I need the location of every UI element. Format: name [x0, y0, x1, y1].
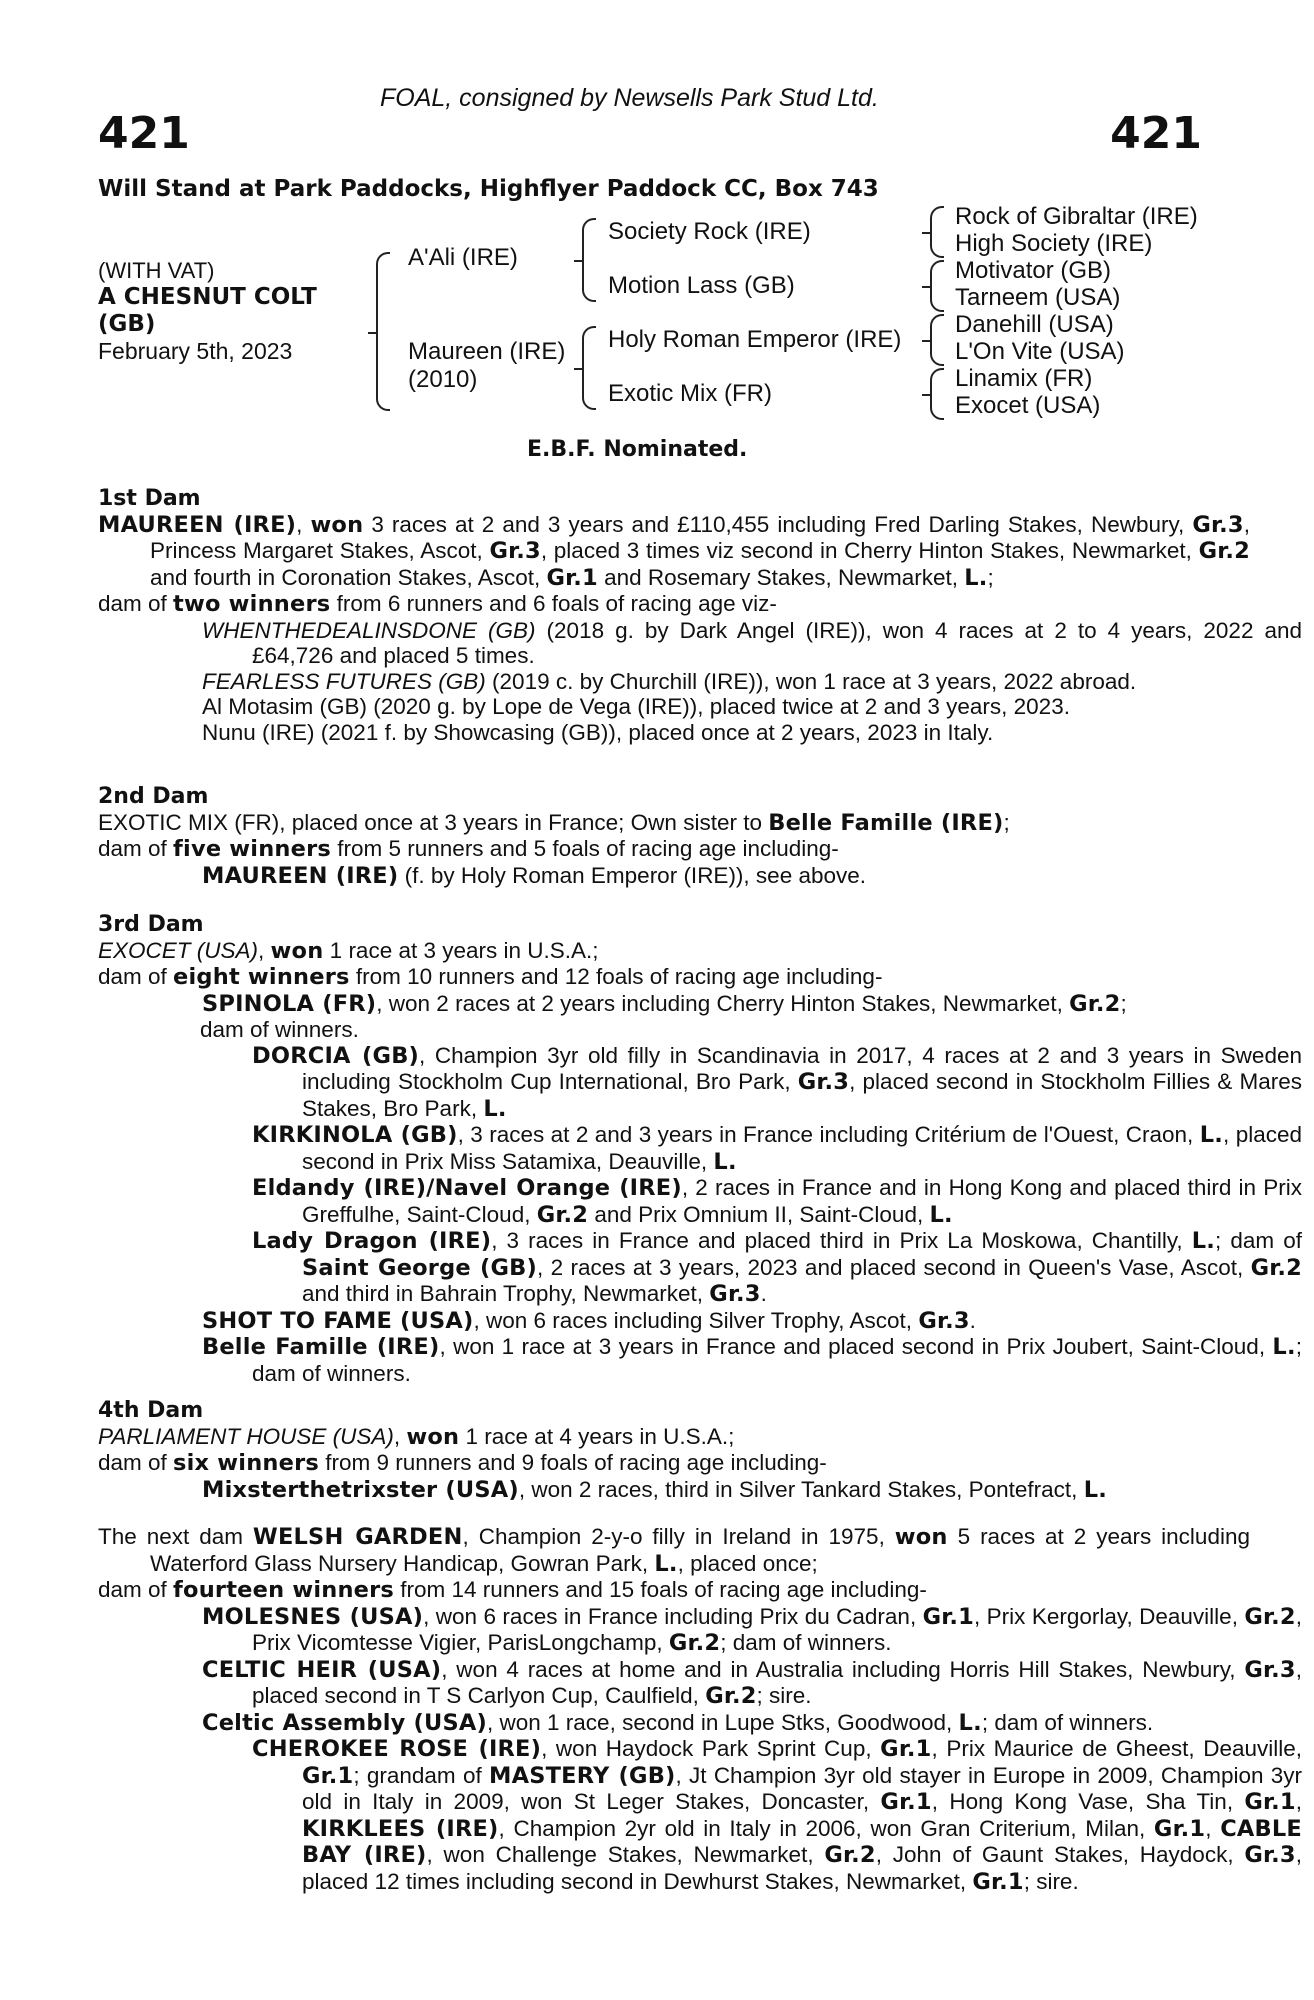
record-text: ; sire.	[1023, 1868, 1079, 1894]
record-text: , placed second in T S Carlyon Cup, Caulfield,	[252, 1656, 1302, 1708]
produce-summary	[98, 1577, 1302, 1604]
fourth-dam-section	[98, 1398, 1302, 1503]
produce-entry	[150, 1308, 1302, 1335]
record-text: .	[969, 1307, 976, 1333]
summary-text: dam of	[98, 591, 174, 616]
produce-entry: Nunu (IRE) (2021 f. by Showcasing (GB)), placed once at 2 years, 2023 in Italy.	[202, 719, 994, 745]
record-text: , placed once;	[677, 1550, 818, 1576]
produce-entry	[150, 618, 1302, 669]
record-text: ,	[1295, 1789, 1303, 1814]
grade-label: Gr.3	[489, 538, 541, 564]
produce-entry	[200, 1736, 1302, 1895]
sire: A'Ali (IRE)	[408, 244, 518, 271]
record-text: , won 2 races, third in Silver Tankard Stakes, Pontefract,	[518, 1476, 1084, 1502]
record-text: , won 6 races including Silver Trophy, Ascot,	[473, 1307, 919, 1333]
record-text: , placed 12 times including second in Dewhurst Stakes, Newmarket,	[302, 1842, 1302, 1894]
sire-sire: Society Rock (IRE)	[608, 218, 811, 245]
summary-text: from 10 runners and 12 foals of racing age including-	[349, 964, 883, 989]
grade-label: L.	[1191, 1228, 1216, 1254]
third-dam-section	[98, 912, 1302, 1386]
grade-label: Gr.1	[1153, 1815, 1206, 1842]
dam-record: MAUREEN (IRE), won 3 races at 2 and 3 years and £110,455 including Fred Darling Stakes, Newbury, Gr.3, Princess Margaret Stakes, Ascot, Gr.3, placed 3 times viz second in Cherry Hinton Stakes, Newmarket, Gr.2 and fourth in Coronation Stakes, Ascot, Gr.1 and Rosemary Stakes, Newmarket, L.;	[98, 511, 1250, 591]
record-text: , placed second in Stockholm Fillies & Mares Stakes, Bro Park,	[302, 1069, 1302, 1121]
dam-dam: Exotic Mix (FR)	[608, 380, 772, 407]
dam-record	[98, 810, 1302, 837]
second-dam-section	[98, 784, 1302, 889]
record-text: , 3 races at 2 and 3 years in France including Critérium de l'Ouest, Craon,	[457, 1122, 1200, 1147]
lot-number-left: 421	[98, 108, 190, 159]
grade-label: Gr.2	[705, 1683, 757, 1709]
record-text: ; grandam of	[353, 1762, 489, 1788]
grade-label: L.	[1083, 1476, 1107, 1503]
dam-year: (2010)	[408, 366, 478, 393]
dam-record	[98, 1524, 1250, 1577]
record-text: , Champion 3yr old filly in Scandinavia in 2017, 4 races at 2 and 3 years in Sweden including Stockholm Cup International, Bro Park,	[302, 1042, 1302, 1094]
summary-text: dam of	[98, 1450, 174, 1475]
record-text: ; dam of winners.	[720, 1630, 892, 1655]
grade-label: Gr.3	[1244, 1656, 1296, 1683]
pedigree-bracket	[376, 252, 390, 411]
record-text: , Prix Kergorlay, Deauville,	[973, 1603, 1245, 1629]
horse-name: Belle Famille (IRE)	[768, 809, 1004, 836]
pedigree-bracket	[582, 326, 596, 410]
gen3-ssd: High Society (IRE)	[955, 230, 1153, 257]
summary-text: from 14 runners and 15 foals of racing age including-	[394, 1577, 927, 1602]
horse-name: Mixsterthetrixster (USA)	[202, 1476, 519, 1503]
record-text: , won 1 race, second in Lupe Stks, Goodwood,	[487, 1709, 959, 1735]
gen3-sds: Motivator (GB)	[955, 257, 1112, 284]
record-text: (f. by Holy Roman Emperor (IRE)), see above.	[398, 862, 867, 888]
record-text: 5 races at 2 years including Waterford Glass Nursery Handicap, Gowran Park,	[150, 1524, 1250, 1576]
produce-entry	[150, 1710, 1302, 1737]
horse-name: Saint George (GB)	[302, 1254, 537, 1281]
record-text: EXOTIC MIX (FR), placed once at 3 years in France; Own sister to	[98, 809, 769, 835]
grade-label: Gr.2	[1198, 538, 1250, 564]
record-text: ; dam of winners.	[252, 1334, 1302, 1386]
dam: Maureen (IRE)	[408, 338, 566, 365]
grade-label: L.	[1199, 1122, 1224, 1148]
record-text: , won 4 races at home and in Australia including Horris Hill Stakes, Newbury,	[441, 1656, 1245, 1682]
record-text: ;	[1003, 809, 1010, 835]
gen3-ddd: Exocet (USA)	[955, 392, 1101, 419]
dam-sire: Holy Roman Emperor (IRE)	[608, 326, 902, 353]
record-text: , won Haydock Park Sprint Cup,	[541, 1736, 881, 1761]
horse-name: KIRKINOLA (GB)	[252, 1122, 458, 1148]
grade-label: Gr.1	[922, 1603, 974, 1630]
record-text: , Jt Champion 3yr old stayer in Europe in 2009, Champion 3yr old in Italy in 2009, won St Leger Stakes, Doncaster,	[302, 1762, 1303, 1814]
grade-label: L.	[1272, 1334, 1296, 1360]
horse-name: MAUREEN (IRE)	[202, 862, 399, 889]
vat-note: (WITH VAT)	[98, 258, 215, 283]
consignor-line: FOAL, consigned by Newsells Park Stud Ltd.	[380, 84, 879, 112]
horse-name: CHEROKEE ROSE (IRE)	[252, 1736, 542, 1762]
grade-label: Gr.2	[1244, 1603, 1296, 1630]
horse-name: MASTERY (GB)	[488, 1762, 676, 1789]
record-text: , 2 races at 3 years, 2023 and placed second in Queen's Vase, Ascot,	[537, 1254, 1251, 1280]
gen3-dsd: L'On Vite (USA)	[955, 338, 1125, 365]
horse-name: SHOT TO FAME (USA)	[202, 1307, 474, 1334]
produce-entry	[150, 863, 1302, 890]
produce-entry	[150, 669, 1302, 695]
section-heading: 4th Dam	[98, 1398, 204, 1423]
produce-entry	[200, 1175, 1302, 1228]
record-text: ;	[1120, 990, 1127, 1016]
horse-name: Celtic Assembly (USA)	[202, 1709, 487, 1736]
produce-summary	[98, 836, 1302, 863]
grade-label: Gr.1	[880, 1789, 932, 1815]
next-dam-section	[98, 1524, 1302, 1895]
gen3-sss: Rock of Gibraltar (IRE)	[955, 203, 1198, 230]
lot-number-right: 421	[1110, 108, 1202, 159]
produce-entry: Al Motasim (GB) (2020 g. by Lope de Vega (IRE)), placed twice at 2 and 3 years, 2023.	[202, 694, 1070, 719]
horse-name: CELTIC HEIR (USA)	[202, 1656, 442, 1683]
section-heading: 3rd Dam	[98, 912, 204, 937]
grade-label: Gr.2	[536, 1201, 589, 1228]
pedigree-bracket	[582, 218, 596, 302]
grade-label: Gr.1	[1244, 1789, 1296, 1815]
horse-name: FEARLESS FUTURES (GB)	[202, 668, 486, 694]
winners-count: six winners	[173, 1450, 319, 1476]
record-text: , won 2 races at 2 years including Cherry Hinton Stakes, Newmarket,	[376, 990, 1070, 1016]
horse-name: PARLIAMENT HOUSE (USA)	[98, 1423, 394, 1449]
dam-record	[98, 938, 1302, 965]
record-text: , 2 races in France and in Hong Kong and placed third in Prix Greffulhe, Saint-Cloud,	[302, 1175, 1302, 1227]
produce-entry	[200, 1122, 1302, 1175]
summary-text: from 5 runners and 5 foals of racing age including-	[331, 836, 839, 861]
produce-summary	[98, 591, 1302, 618]
grade-label: Gr.1	[880, 1736, 932, 1762]
section-heading: 1st Dam	[98, 486, 201, 511]
produce-entry	[150, 1334, 1302, 1386]
record-text: , won Challenge Stakes, Newmarket,	[426, 1842, 825, 1867]
grade-label: Gr.3	[918, 1307, 970, 1334]
won-label: won	[270, 937, 324, 964]
pedigree-bracket	[930, 260, 944, 312]
winners-count: fourteen winners	[173, 1577, 395, 1603]
record-text: (2018 g. by Dark Angel (IRE)), won 4 races at 2 to 4 years, 2022 and £64,726 and placed 5 times.	[252, 617, 1303, 668]
grade-label: L.	[929, 1201, 953, 1228]
record-text: 1 race at 3 years in U.S.A.;	[323, 937, 599, 963]
grade-label: Gr.1	[302, 1762, 354, 1789]
record-text: , Champion 2-y-o filly in Ireland in 1975,	[462, 1524, 895, 1549]
dam-record	[98, 1424, 1302, 1451]
record-text: ; sire.	[756, 1683, 812, 1708]
won-label: won	[310, 511, 364, 538]
record-text: The next dam	[98, 1524, 253, 1549]
grade-label: L.	[964, 564, 988, 591]
horse-name: WELSH GARDEN	[252, 1524, 463, 1550]
horse-name: MOLESNES (USA)	[202, 1603, 424, 1630]
sire-dam: Motion Lass (GB)	[608, 272, 795, 299]
pedigree-bracket	[930, 206, 944, 258]
produce-note: dam of winners.	[200, 1017, 359, 1042]
record-text: , Hong Kong Vase, Sha Tin,	[931, 1789, 1245, 1814]
summary-text: from 6 runners and 6 foals of racing age viz-	[330, 591, 777, 616]
horse-name: EXOCET (USA)	[98, 937, 259, 963]
grade-label: Gr.3	[1244, 1842, 1296, 1868]
grade-label: Gr.2	[1250, 1254, 1302, 1281]
produce-entry	[150, 1657, 1302, 1710]
record-text: 3 races at 2 and 3 years and £110,455 including Fred Darling Stakes, Newbury,	[363, 511, 1193, 537]
grade-label: Gr.3	[709, 1281, 761, 1307]
record-text: , won 6 races in France including Prix du Cadran,	[423, 1603, 923, 1629]
record-text: , John of Gaunt Stakes, Haydock,	[875, 1842, 1245, 1867]
record-text: and Rosemary Stakes, Newmarket,	[597, 564, 965, 590]
winners-count: two winners	[173, 591, 331, 617]
record-text: , placed 3 times viz second in Cherry Hinton Stakes, Newmarket,	[540, 538, 1199, 563]
record-text: and third in Bahrain Trophy, Newmarket,	[302, 1281, 710, 1306]
horse-name: MAUREEN (IRE)	[98, 511, 297, 538]
won-label: won	[406, 1423, 460, 1450]
winners-count: eight winners	[173, 964, 350, 990]
produce-summary	[98, 964, 1302, 991]
grade-label: L.	[958, 1709, 982, 1736]
gen3-sdd: Tarneem (USA)	[955, 284, 1121, 311]
grade-label: Gr.1	[972, 1868, 1024, 1895]
record-text: 1 race at 4 years in U.S.A.;	[459, 1423, 735, 1449]
horse-name-country: (GB)	[98, 311, 156, 337]
record-text: , 3 races in France and placed third in Prix La Moskowa, Chantilly,	[491, 1228, 1192, 1253]
horse-name: KIRKLEES (IRE)	[302, 1815, 499, 1842]
record-text: , placed second in Prix Miss Satamixa, Deauville,	[302, 1122, 1302, 1174]
grade-label: L.	[654, 1550, 678, 1577]
summary-text: dam of	[98, 836, 174, 861]
produce-summary	[98, 1450, 1302, 1477]
grade-label: L.	[483, 1095, 507, 1122]
produce-entry	[200, 1043, 1302, 1123]
first-dam-section	[98, 486, 1302, 745]
summary-text: dam of	[98, 1577, 174, 1602]
horse-name: DORCIA (GB)	[252, 1042, 420, 1069]
produce-entry	[150, 1477, 1302, 1504]
grade-label: L.	[713, 1148, 737, 1175]
produce-entry	[200, 1228, 1302, 1308]
record-text: , Prix Maurice de Gheest, Deauville,	[931, 1736, 1303, 1761]
gen3-dss: Danehill (USA)	[955, 311, 1114, 338]
winners-count: five winners	[173, 836, 331, 862]
grade-label: Gr.2	[824, 1842, 876, 1868]
produce-entry	[150, 991, 1302, 1018]
grade-label: Gr.2	[668, 1630, 721, 1656]
stand-location: Will Stand at Park Paddocks, Highflyer Paddock CC, Box 743	[98, 176, 879, 202]
record-text: , Princess Margaret Stakes, Ascot,	[150, 511, 1250, 563]
horse-name: CABLE BAY (IRE)	[302, 1815, 1302, 1868]
grade-label: Gr.3	[1192, 511, 1244, 538]
horse-name: Eldandy (IRE)/Navel Orange (IRE)	[252, 1175, 682, 1201]
summary-text: from 9 runners and 9 foals of racing age including-	[318, 1450, 827, 1475]
record-text: ; dam of	[1215, 1228, 1303, 1253]
gen3-dds: Linamix (FR)	[955, 365, 1093, 392]
won-label: won	[894, 1524, 948, 1550]
record-text: .	[760, 1281, 767, 1306]
horse-name: SPINOLA (FR)	[202, 990, 377, 1017]
record-text: and fourth in Coronation Stakes, Ascot,	[150, 564, 547, 590]
record-text: and Prix Omnium II, Saint-Cloud,	[588, 1201, 930, 1227]
pedigree-bracket	[930, 314, 944, 366]
produce-entry	[150, 1604, 1302, 1657]
horse-name: Belle Famille (IRE)	[202, 1334, 440, 1360]
horse-name: Lady Dragon (IRE)	[252, 1228, 492, 1254]
summary-text: dam of	[98, 964, 174, 989]
horse-name: A CHESNUT COLT	[98, 284, 317, 310]
foaling-date: February 5th, 2023	[98, 338, 293, 364]
ebf-nomination: E.B.F. Nominated.	[527, 437, 748, 462]
pedigree-bracket	[930, 368, 944, 420]
record-text: , won 1 race at 3 years in France and placed second in Prix Joubert, Saint-Cloud,	[439, 1334, 1273, 1359]
record-text: ,	[1205, 1815, 1221, 1841]
horse-name: WHENTHEDEALINSDONE (GB)	[202, 617, 536, 643]
record-text: , Champion 2yr old in Italy in 2006, won Gran Criterium, Milan,	[498, 1815, 1154, 1841]
record-text: (2019 c. by Churchill (IRE)), won 1 race at 3 years, 2022 abroad.	[485, 668, 1137, 694]
record-text: ;	[987, 564, 994, 590]
record-text: ; dam of winners.	[981, 1709, 1154, 1735]
section-heading: 2nd Dam	[98, 784, 209, 809]
grade-label: Gr.3	[797, 1069, 850, 1095]
record-text: ,	[393, 1423, 407, 1449]
grade-label: Gr.1	[546, 564, 598, 591]
record-text: , Prix Vicomtesse Vigier, ParisLongchamp,	[252, 1603, 1302, 1655]
record-text: ,	[258, 937, 271, 963]
grade-label: Gr.2	[1069, 990, 1121, 1017]
